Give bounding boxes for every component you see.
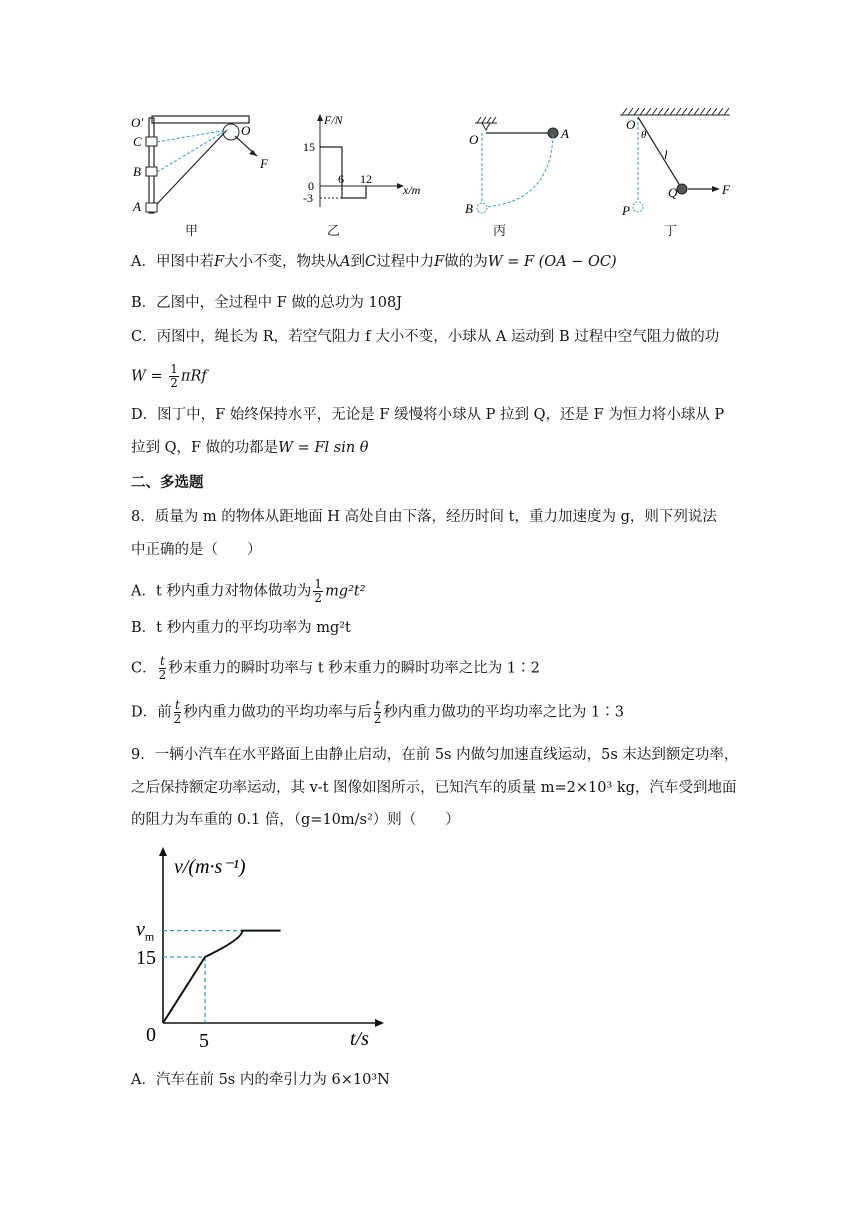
yi-tick-m3: -3 xyxy=(303,191,313,205)
figure-yi xyxy=(300,112,440,217)
chart-xtick-5: 5 xyxy=(199,1030,209,1052)
q7-option-d-line2: 拉到 Q，F 做的功都是W = Fl sin θ xyxy=(131,440,369,456)
q9-stem-line1: 9．一辆小汽车在水平路面上由静止启动，在前 5s 内做匀加速直线运动，5s 末达到额定功率， xyxy=(131,747,739,763)
q7-option-c-line2: W = $\frac{1}{2}$ πRf xyxy=(131,362,207,390)
q7-option-b: B．乙图中，全过程中 F 做的总功为 108J xyxy=(131,295,403,311)
vt-chart xyxy=(130,845,390,1060)
ding-label-theta: θ xyxy=(641,129,647,141)
chart-origin-label: 0 xyxy=(146,1024,156,1046)
bing-label-a: A xyxy=(561,126,569,141)
jia-label-o: O xyxy=(241,123,251,138)
jia-rope xyxy=(157,130,227,204)
jia-label-a: A xyxy=(133,199,141,214)
yi-axis-x: x/m xyxy=(403,183,421,197)
q7-option-a: A．甲图中若F大小不变，物块从A到C过程中力F做的为W = F (OA − OC) xyxy=(131,254,617,270)
yi-tick-15: 15 xyxy=(303,140,315,154)
chart-xlabel: t/s xyxy=(350,1028,369,1050)
yi-tick-12: 12 xyxy=(360,172,372,186)
jia-label-c: C xyxy=(133,134,142,149)
jia-label-f: F xyxy=(260,156,268,171)
figure-bing-caption: 丙 xyxy=(493,224,507,239)
chart-ytick-15: 15 xyxy=(136,947,156,969)
ding-label-o: O xyxy=(626,117,636,132)
ding-rope xyxy=(638,117,682,189)
yi-tick-6: 6 xyxy=(338,172,344,186)
ding-ball-p xyxy=(633,202,643,212)
bing-label-o: O xyxy=(469,132,479,147)
q7-a-formula: W = F (OA − OC) xyxy=(487,254,617,270)
jia-block-b xyxy=(146,167,157,176)
q8-option-d: D．前 $\frac{t}{2}$ 秒内重力做功的平均功率与后 $\frac{t}{2}$ 秒内重力做功的平均功率之比为 1∶3 xyxy=(131,698,624,726)
q9-option-a: A．汽车在前 5s 内的牵引力为 6×10³N xyxy=(131,1072,390,1088)
q9-stem-line2: 之后保持额定功率运动，其 v-t 图像如图所示，已知汽车的质量 m=2×10³ kg，汽车受到地面 xyxy=(131,780,737,796)
jia-label-oprime: O′ xyxy=(131,115,144,130)
figure-ding-caption: 丁 xyxy=(664,224,678,239)
q8-option-a: A．t 秒内重力对物体做功为 $\frac{1}{2}$ mg²t² xyxy=(131,577,366,605)
yi-axis-y: F/N xyxy=(324,113,343,127)
chart-ytick-vm: $v_m$ xyxy=(136,918,155,944)
jia-block-a xyxy=(146,203,157,212)
figure-jia-caption: 甲 xyxy=(185,224,199,239)
bing-label-b: B xyxy=(465,201,473,216)
figure-ding xyxy=(612,103,742,218)
q7-option-c-line1: C．丙图中，绳长为 R，若空气阻力 f 大小不变，小球从 A 运动到 B 过程中空气阻力做的功 xyxy=(131,329,720,345)
q8-stem-line1: 8．质量为 m 的物体从距地面 H 高处自由下落，经历时间 t，重力加速度为 g，则下列说法 xyxy=(131,509,717,525)
bing-ball-b xyxy=(477,203,487,213)
ding-label-l: l xyxy=(664,147,668,162)
q8-stem-line2: 中正确的是（ ） xyxy=(131,542,262,558)
figure-yi-caption: 乙 xyxy=(327,224,341,239)
q7-d-formula: W = Fl sin θ xyxy=(278,440,369,456)
ding-ball-q xyxy=(677,184,687,194)
jia-vertical-pole xyxy=(149,118,154,213)
ding-label-f: F xyxy=(722,182,730,197)
figure-jia xyxy=(125,110,285,225)
chart-ylabel: v/(m·s⁻¹) xyxy=(174,856,246,878)
q7-option-d-line1: D．图丁中，F 始终保持水平，无论是 F 缓慢将小球从 P 拉到 Q，还是 F 为恒力将小球从 P xyxy=(131,407,725,423)
bing-arc xyxy=(486,135,553,207)
yi-tick-0: 0 xyxy=(308,179,314,193)
section-heading: 二、多选题 xyxy=(131,475,204,491)
chart-series-line xyxy=(163,931,281,1023)
jia-label-b: B xyxy=(133,164,141,179)
q8-option-c: C． $\frac{t}{2}$ 秒末重力的瞬时功率与 t 秒末重力的瞬时功率之比为 1∶2 xyxy=(131,654,540,682)
q9-stem-line3: 的阻力为车重的 0.1 倍，（g=10m/s²）则（ ） xyxy=(131,812,460,828)
ding-label-q: Q xyxy=(668,185,678,200)
jia-block-c xyxy=(146,137,157,146)
q7-c-fraction: $\frac{1}{2}$ xyxy=(170,362,178,390)
figure-bing xyxy=(455,113,585,218)
ding-label-p: P xyxy=(622,203,630,218)
q8-option-b: B．t 秒内重力的平均功率为 mg²t xyxy=(131,620,351,636)
jia-top-beam xyxy=(152,116,249,123)
